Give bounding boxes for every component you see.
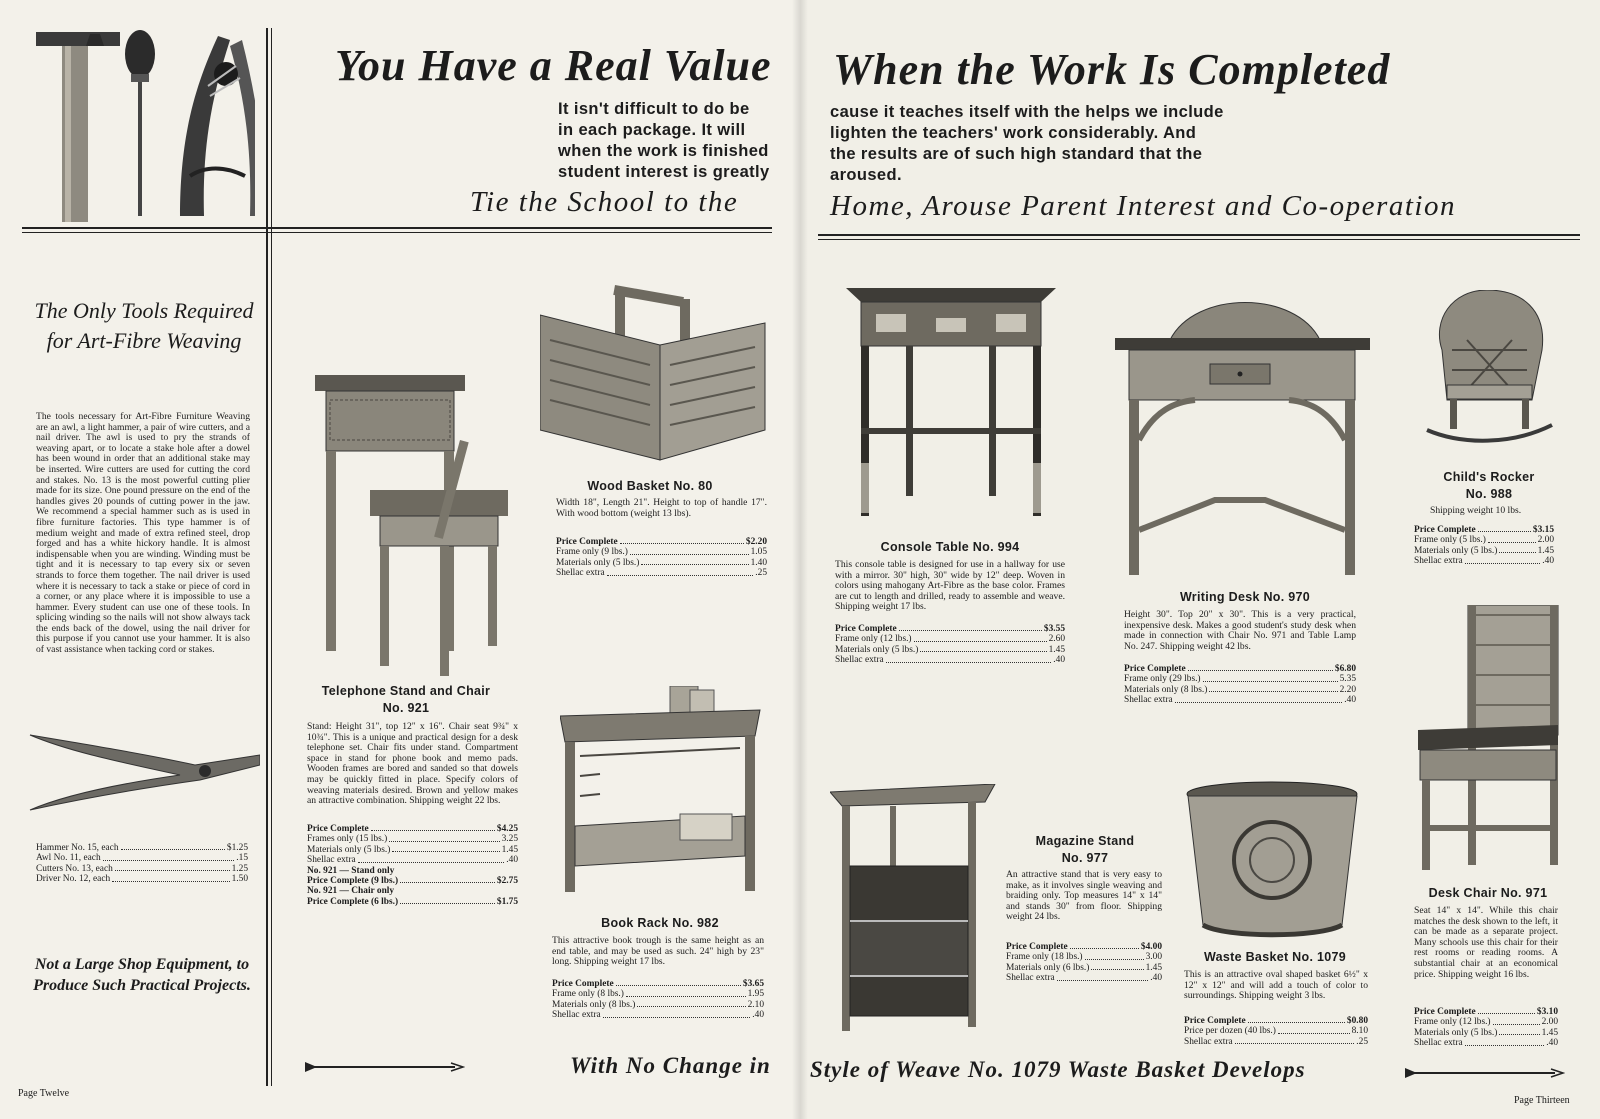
price-value: $1.25 — [226, 843, 248, 853]
intro-right-line: the results are of such high standard that the — [830, 145, 1203, 163]
chair-price-list — [1414, 1007, 1558, 1049]
price-value: .40 — [1546, 1038, 1558, 1049]
telephone-number: No. 921 — [382, 701, 430, 715]
intro-right-line: lighten the teachers' work considerably. And — [830, 124, 1197, 142]
price-row — [552, 1000, 764, 1010]
tools-closing: Not a Large Shop Equipment, to Produce Such Practical Projects. — [33, 956, 251, 994]
price-label: Frame only (5 lbs.) — [1414, 535, 1486, 546]
book-rack-price-list — [552, 979, 764, 1021]
telephone-caption — [306, 683, 506, 717]
magazine-title: Magazine Stand — [1035, 834, 1135, 848]
price-value: 5.35 — [1339, 674, 1356, 685]
price-label: Driver No. 12, each — [36, 874, 111, 885]
price-label: Materials only (5 lbs.) — [835, 644, 919, 655]
wood-basket-illustration — [540, 285, 775, 470]
price-row — [556, 568, 767, 578]
price-label: Price Complete — [1414, 1007, 1476, 1017]
price-label: Frame only (8 lbs.) — [552, 989, 624, 1000]
waste-desc: This is an attractive oval shaped basket 6½" x 12" x 12" and will add a touch of color to surroundings. Shipping weight 3 lbs. — [1184, 969, 1368, 1002]
intro-left-line: student interest is greatly — [558, 163, 770, 181]
price-value: .40 — [506, 855, 518, 866]
price-row — [556, 558, 767, 568]
price-row — [556, 547, 767, 557]
tools-body: The tools necessary for Art-Fibre Furniture Weaving are an awl, a light hammer, a pair of wire cutters, and a nail driver. The awl is used to pry the strands of weaving apart, or to locate a stake hole after a dowel has been wound in order that an additional stake may be inserted. Wire cutters are used for cutting the cord and stakes. No. 13 is the most powerful cutting plier made for its size. One pound pressure on the end of the handles gives 20 pounds of cutting power in the jaw. We recommend a special hammer such as is used in fibre furniture factories. This type hammer is of medium weight and made of extra refined steel, drop forged and has a white hickory handle. It is almost indispensable when you are winding. Winding must be tight and it is necessary to tap every six or seven strands to force them together. The nail driver is used where it is necessary to tack a stake or piece of cord in a corner, or any place where it is impossible to use a hammer. Every student can use one of these tools. In splicing winding so the nails will not show always tack the ends back of the dowel, using the nail driver for this purpose if you cannot use your hammer. It is also of vast assistance when tacking cord or stakes. — [36, 411, 250, 656]
price-value: 1.40 — [750, 557, 767, 568]
price-label: Frame only (12 lbs.) — [1414, 1017, 1491, 1028]
price-row — [835, 655, 1065, 665]
price-value: 8.10 — [1351, 1026, 1368, 1037]
price-value: 2.20 — [1339, 684, 1356, 695]
wood-basket-desc: Width 18", Length 21". Height to top of handle 17". With wood bottom (weight 13 lbs). — [556, 497, 767, 519]
price-value: $2.75 — [496, 876, 518, 887]
price-row — [1124, 685, 1356, 695]
price-row — [552, 979, 764, 989]
magazine-price-list — [1006, 942, 1162, 984]
price-value: .25 — [1356, 1036, 1368, 1047]
price-row — [1414, 1017, 1558, 1027]
intro-left-line: in each package. It will — [558, 121, 746, 139]
price-row — [1414, 1038, 1558, 1048]
chair-caption: Desk Chair No. 971 — [1428, 886, 1548, 900]
price-value: 1.45 — [1048, 644, 1065, 655]
price-row — [556, 537, 767, 547]
page-number-right: Page Thirteen — [1514, 1095, 1570, 1106]
book-rack-illustration — [560, 686, 765, 896]
headline-left: You Have a Real Value — [335, 41, 772, 90]
price-label: Price Complete (6 lbs.) — [307, 896, 399, 907]
magazine-stand-illustration — [830, 784, 1000, 1034]
price-label: Frame only (9 lbs.) — [556, 547, 628, 558]
price-value: $3.15 — [1532, 525, 1554, 535]
price-row — [1006, 942, 1162, 952]
price-row — [307, 876, 518, 886]
awl-icon — [125, 30, 155, 216]
price-label: Materials only (8 lbs.) — [552, 999, 636, 1010]
price-value: 1.95 — [747, 989, 764, 1000]
price-row — [835, 634, 1065, 644]
price-row — [307, 824, 518, 834]
price-value: .40 — [1150, 973, 1162, 984]
column-rule-vertical — [266, 28, 268, 1086]
price-value: $6.80 — [1334, 664, 1356, 674]
price-row — [307, 834, 518, 844]
telephone-sub-chair: No. 921 — Chair only — [307, 886, 395, 897]
price-label: Price Complete — [552, 979, 614, 989]
price-label: Shellac extra — [1414, 1038, 1463, 1049]
rocker-title: Child's Rocker — [1443, 470, 1535, 484]
price-row — [1006, 952, 1162, 962]
price-label: Price Complete — [1124, 664, 1186, 674]
waste-price-list — [1184, 1016, 1368, 1047]
price-label: Materials only (5 lbs.) — [307, 844, 391, 855]
price-row — [1184, 1016, 1368, 1026]
price-label: Shellac extra — [1006, 973, 1055, 984]
intro-right-line: cause it teaches itself with the helps we include — [830, 103, 1224, 121]
price-value: 2.60 — [1048, 634, 1065, 645]
price-label: Shellac extra — [1184, 1036, 1233, 1047]
chair-desc: Seat 14" x 14". While this chair matches the desk shown to the left, it can be made as a separate project. Many schools use this chair for their rest rooms or reading rooms. A substantial chair at an economical price. Shipping weight 16 lbs. — [1414, 905, 1558, 980]
tools-title: The Only Tools Required for Art-Fibre Weaving — [34, 298, 254, 353]
footer-line-left: With No Change in — [570, 1053, 771, 1078]
magazine-desc: An attractive stand that is very easy to make, as it involves single weaving and braiding only. Top measures 14" x 14" and stands 30" from floor. Shipping weight 24 lbs. — [1006, 869, 1162, 923]
price-label: Hammer No. 15, each — [36, 843, 119, 853]
price-label: Shellac extra — [307, 855, 356, 866]
magazine-number: No. 977 — [1061, 851, 1109, 865]
price-row — [36, 874, 248, 884]
price-label: Frames only (15 lbs.) — [307, 834, 388, 845]
price-label: Frame only (12 lbs.) — [835, 634, 912, 645]
price-value: $4.00 — [1140, 942, 1162, 952]
subhead-right: Home, Arouse Parent Interest and Co-operation — [830, 190, 1456, 222]
price-row — [1184, 1037, 1368, 1047]
telephone-sub-stand: No. 921 — Stand only — [307, 865, 395, 876]
arrow-right-icon — [1405, 1066, 1565, 1080]
price-label: Shellac extra — [1124, 695, 1173, 706]
price-value: 3.25 — [501, 834, 518, 845]
price-value: $4.25 — [496, 824, 518, 834]
price-row — [36, 843, 248, 853]
price-value: $3.10 — [1536, 1007, 1558, 1017]
price-label: Frame only (29 lbs.) — [1124, 674, 1201, 685]
price-value: $3.65 — [742, 979, 764, 989]
price-label: Shellac extra — [556, 568, 605, 579]
price-row — [307, 897, 518, 907]
rocker-price-list — [1414, 525, 1554, 567]
header-rule-right-thin — [818, 239, 1580, 240]
price-value: 3.00 — [1145, 952, 1162, 963]
header-rule-right — [818, 234, 1580, 236]
price-label: Shellac extra — [552, 1010, 601, 1021]
footer-line-right: Style of Weave No. 1079 Waste Basket Develops — [810, 1057, 1306, 1082]
price-value: 1.50 — [231, 874, 248, 885]
price-row — [307, 855, 518, 865]
intro-left-line: when the work is finished — [558, 142, 769, 160]
desk-chair-illustration — [1418, 605, 1563, 875]
price-value: .15 — [236, 853, 248, 864]
price-label: Price per dozen (40 lbs.) — [1184, 1026, 1276, 1037]
hammer-icon — [36, 32, 120, 222]
price-row — [1184, 1026, 1368, 1036]
price-label: Materials only (5 lbs.) — [1414, 1027, 1498, 1038]
arrow-right-icon — [305, 1060, 465, 1074]
intro-right — [830, 102, 1224, 186]
console-caption: Console Table No. 994 — [880, 540, 1020, 554]
book-rack-caption: Book Rack No. 982 — [601, 916, 719, 930]
childs-rocker-illustration — [1422, 290, 1557, 450]
price-row — [1124, 695, 1356, 705]
telephone-title: Telephone Stand and Chair — [321, 684, 491, 698]
price-label: Price Complete (9 lbs.) — [307, 876, 399, 887]
price-value: $0.80 — [1346, 1016, 1368, 1026]
price-value: 2.00 — [1541, 1017, 1558, 1028]
price-label: Materials only (5 lbs.) — [1414, 545, 1498, 556]
desk-price-list — [1124, 664, 1356, 706]
price-row — [1414, 1028, 1558, 1038]
price-value: 2.10 — [747, 999, 764, 1010]
nail-driver-illustration — [20, 725, 260, 815]
page-gutter — [792, 0, 808, 1119]
price-value: .40 — [1053, 655, 1065, 666]
price-row — [1414, 556, 1554, 566]
price-row — [1414, 1007, 1558, 1017]
tools-price-list — [36, 843, 248, 885]
price-value: 1.25 — [231, 863, 248, 874]
price-value: 1.45 — [1537, 545, 1554, 556]
price-label: Materials only (6 lbs.) — [1006, 962, 1090, 973]
price-row — [835, 624, 1065, 634]
price-label: Price Complete — [556, 537, 618, 547]
waste-basket-illustration — [1185, 780, 1360, 940]
header-rule-left — [22, 227, 772, 229]
price-value: $1.75 — [496, 896, 518, 907]
price-value: $2.20 — [745, 537, 767, 547]
price-label: Price Complete — [835, 624, 897, 634]
tools-illustration — [30, 26, 255, 226]
page-number-left: Page Twelve — [18, 1088, 70, 1099]
price-value: 1.45 — [501, 844, 518, 855]
intro-left-line: It isn't difficult to do be — [558, 100, 750, 118]
writing-desk-illustration — [1115, 290, 1370, 580]
price-row — [1414, 546, 1554, 556]
price-value: 1.45 — [1541, 1027, 1558, 1038]
price-row — [1006, 973, 1162, 983]
desk-desc: Height 30". Top 20" x 30". This is a very practical, inexpensive desk. Makes a good student's study desk when made in connection with Chair No. 971 and Table Lamp No. 247. Shipping weight 42 lbs. — [1124, 609, 1356, 652]
magazine-caption — [1000, 833, 1170, 867]
price-row — [307, 845, 518, 855]
intro-right-line: aroused. — [830, 166, 902, 184]
subhead-left: Tie the School to the — [470, 186, 739, 218]
book-rack-desc: This attractive book trough is the same height as an end table, and may be used as such. 24" high by 23" long. Shipping weight 17 lbs. — [552, 935, 764, 968]
price-value: 1.05 — [750, 547, 767, 558]
price-label: Frame only (18 lbs.) — [1006, 952, 1083, 963]
price-value: .40 — [752, 1010, 764, 1021]
price-label: Price Complete — [1414, 525, 1476, 535]
headline-right: When the Work Is Completed — [833, 45, 1391, 94]
price-row — [835, 645, 1065, 655]
price-label: Materials only (5 lbs.) — [556, 557, 640, 568]
price-label: Cutters No. 13, each — [36, 863, 113, 874]
price-label: Price Complete — [1006, 942, 1068, 952]
price-row — [1124, 674, 1356, 684]
console-desc: This console table is designed for use in a hallway for use with a mirror. 30" high, 30" wide by 12" deep. Woven in colors using mahogany Art-Fibre as the base color. Frames are cut to length and drilled, ready to assemble and weave. Shipping weight 17 lbs. — [835, 559, 1065, 613]
price-value: $3.55 — [1043, 624, 1065, 634]
rocker-caption — [1414, 469, 1564, 503]
price-value: 1.45 — [1145, 962, 1162, 973]
price-row — [1124, 664, 1356, 674]
telephone-stand-illustration — [310, 360, 520, 690]
price-label: Shellac extra — [835, 655, 884, 666]
wood-basket-caption: Wood Basket No. 80 — [587, 479, 713, 493]
price-row — [1414, 535, 1554, 545]
rocker-number: No. 988 — [1465, 487, 1513, 501]
cutters-icon — [180, 36, 255, 216]
price-row — [552, 1010, 764, 1020]
price-label: Price Complete — [307, 824, 369, 834]
wood-basket-price-list — [556, 537, 767, 579]
column-rule-vertical-thin — [271, 28, 272, 1086]
header-rule-left-thin — [22, 232, 772, 233]
price-row — [552, 989, 764, 999]
telephone-desc: Stand: Height 31", top 12" x 16". Chair seat 9¾" x 10¾". This is a unique and practical design for a desk telephone set. Chair fits under stand. Compartment space in stand for phone book and memo pads. Wooden frames are bored and sanded so that dowels may be quickly fitted in place. Specify colors of weaving materials desired. Brown and yellow makes an attractive combination. Shipping weight 22 lbs. — [307, 721, 518, 807]
price-label: Price Complete — [1184, 1016, 1246, 1026]
price-value: .40 — [1344, 695, 1356, 706]
price-row — [36, 853, 248, 863]
intro-left — [558, 99, 770, 183]
price-value: 2.00 — [1537, 535, 1554, 546]
price-row — [1006, 963, 1162, 973]
price-row — [1414, 525, 1554, 535]
waste-caption: Waste Basket No. 1079 — [1203, 950, 1346, 964]
console-table-illustration — [846, 288, 1058, 518]
price-row — [36, 864, 248, 874]
console-price-list — [835, 624, 1065, 666]
price-label: Awl No. 11, each — [36, 853, 101, 864]
rocker-desc: Shipping weight 10 lbs. — [1430, 505, 1522, 516]
price-value: .40 — [1542, 556, 1554, 567]
price-value: .25 — [755, 568, 767, 579]
price-label: Materials only (8 lbs.) — [1124, 684, 1208, 695]
desk-caption: Writing Desk No. 970 — [1179, 590, 1311, 604]
price-label: Shellac extra — [1414, 556, 1463, 567]
telephone-price-list — [307, 824, 518, 907]
